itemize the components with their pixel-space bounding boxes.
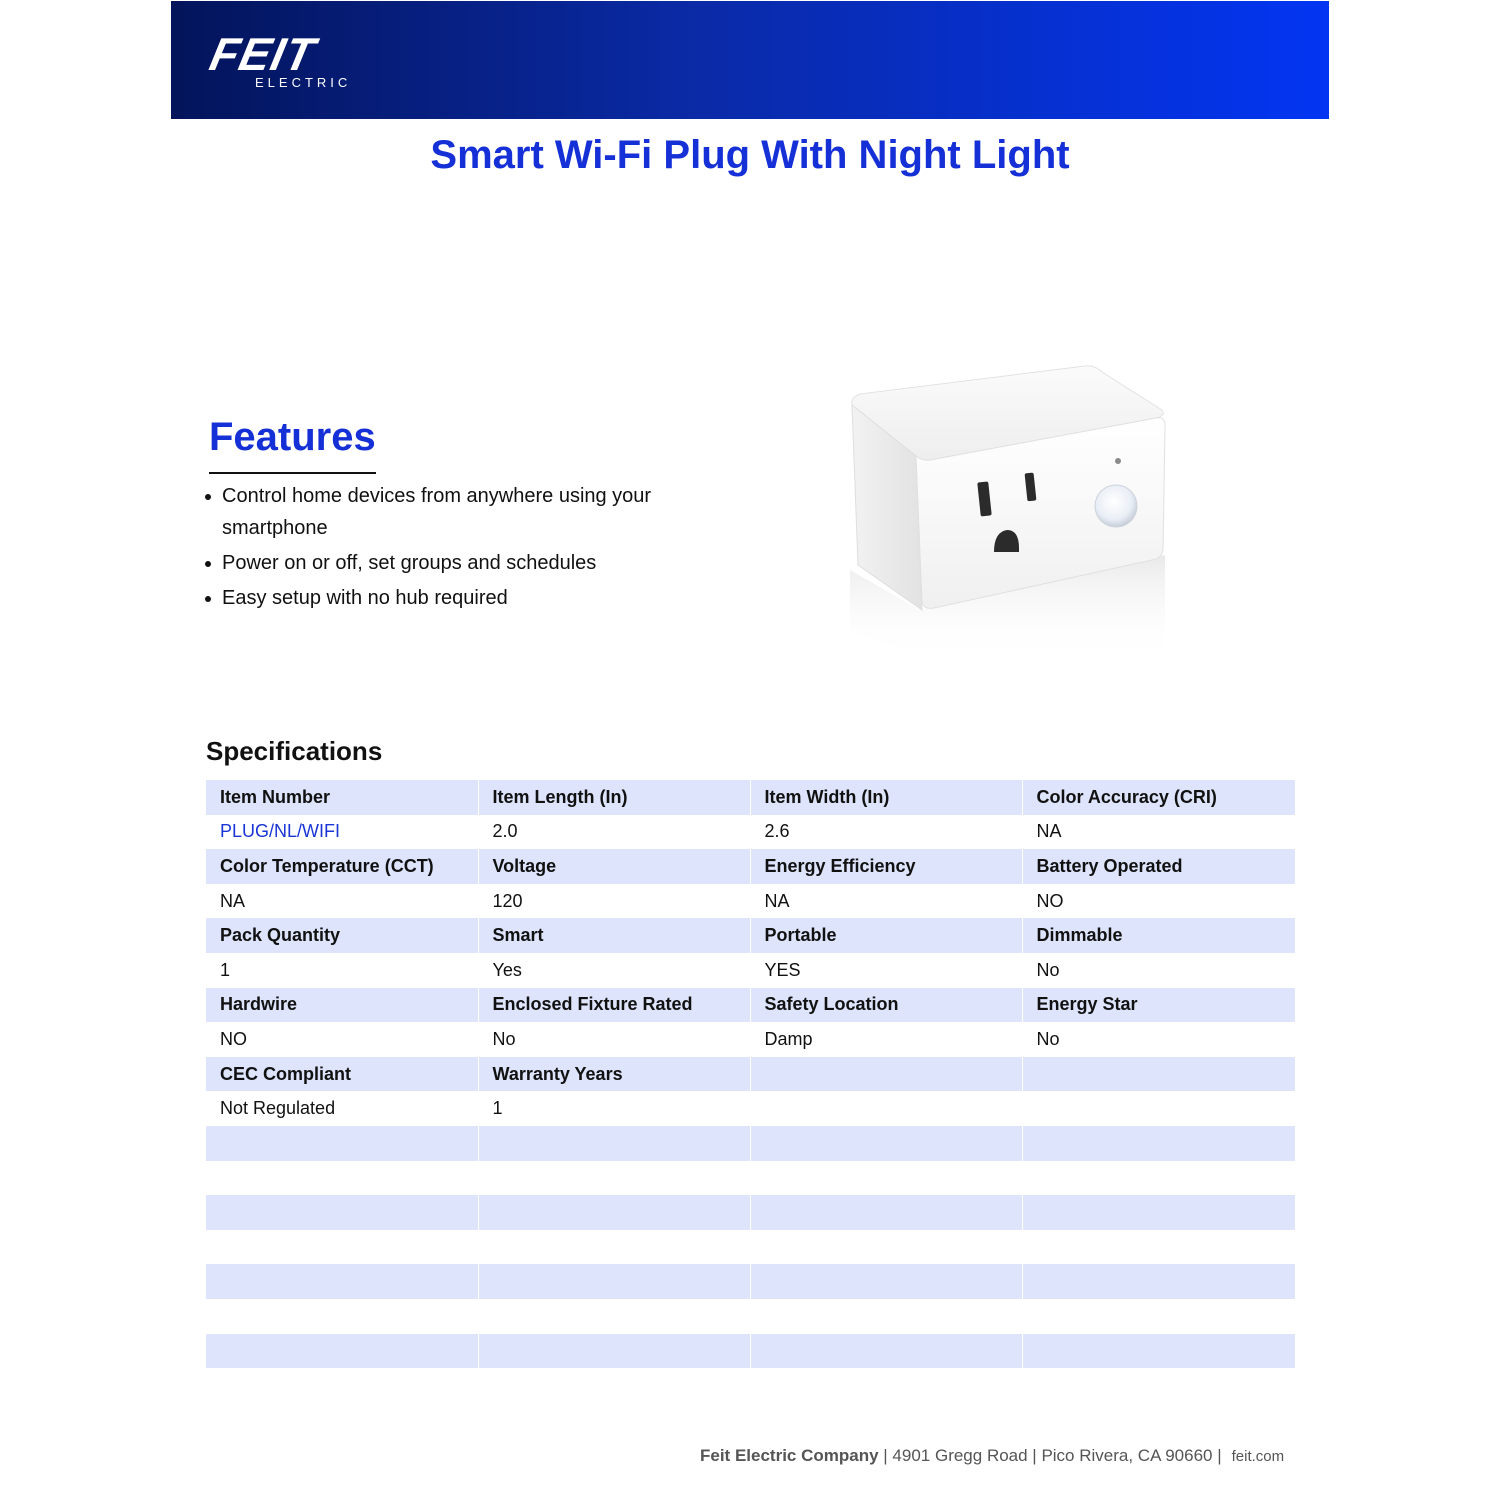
specifications-table: [206, 780, 1295, 1368]
spec-label: [1022, 1057, 1295, 1092]
spec-label: Hardwire: [206, 988, 478, 1023]
spec-value: 2.6: [750, 815, 1022, 850]
spec-value: [1022, 1091, 1295, 1126]
spec-label: Item Length (In): [478, 780, 750, 815]
footer-address: | 4901 Gregg Road | Pico Rivera, CA 90660 |: [878, 1446, 1222, 1465]
features-heading: Features: [209, 415, 376, 459]
spec-empty-row: [206, 1161, 1295, 1196]
spec-label-row: [206, 849, 1295, 884]
footer-company: Feit Electric Company: [700, 1446, 879, 1465]
features-underline: [209, 472, 376, 474]
spec-value-row: [206, 815, 1295, 850]
spec-value: Not Regulated: [206, 1091, 478, 1126]
spec-value: NO: [1022, 884, 1295, 919]
spec-value: NA: [1022, 815, 1295, 850]
spec-label: Voltage: [478, 849, 750, 884]
spec-value-row: [206, 953, 1295, 988]
feit-logo[interactable]: [205, 28, 381, 91]
spec-label: Smart: [478, 918, 750, 953]
spec-label: Item Width (In): [750, 780, 1022, 815]
footer-website-link[interactable]: feit.com: [1231, 1448, 1285, 1465]
spec-value: Damp: [750, 1022, 1022, 1057]
spec-label: Safety Location: [750, 988, 1022, 1023]
spec-value: No: [478, 1022, 750, 1057]
spec-label: Color Accuracy (CRI): [1022, 780, 1295, 815]
spec-value: NA: [206, 884, 478, 919]
spec-label-row: [206, 1057, 1295, 1092]
spec-value: [750, 1091, 1022, 1126]
spec-label-row: [206, 918, 1295, 953]
logo-subtitle: ELECTRIC: [255, 75, 352, 90]
smart-plug-image: [830, 360, 1175, 660]
spec-label: Enclosed Fixture Rated: [478, 988, 750, 1023]
spec-value: NA: [750, 884, 1022, 919]
spec-value: NO: [206, 1022, 478, 1057]
logo-wordmark: FEIT: [205, 28, 321, 80]
spec-empty-row: [206, 1299, 1295, 1334]
page-title: Smart Wi-Fi Plug With Night Light: [430, 133, 1070, 177]
spec-value: YES: [750, 953, 1022, 988]
spec-label: Energy Efficiency: [750, 849, 1022, 884]
spec-value: 1: [206, 953, 478, 988]
spec-label: [750, 1057, 1022, 1092]
feature-item: Easy setup with no hub required: [204, 582, 704, 614]
spec-value: No: [1022, 1022, 1295, 1057]
spec-label-row: [206, 988, 1295, 1023]
item-number-link[interactable]: PLUG/NL/WIFI: [206, 815, 478, 850]
spec-label: Color Temperature (CCT): [206, 849, 478, 884]
spec-label: Portable: [750, 918, 1022, 953]
spec-label-row: [206, 780, 1295, 815]
specifications-heading: Specifications: [206, 736, 383, 766]
spec-value: 2.0: [478, 815, 750, 850]
features-list: [204, 480, 704, 617]
spec-label: Item Number: [206, 780, 478, 815]
spec-empty-row: [206, 1334, 1295, 1369]
spec-value-row: [206, 1022, 1295, 1057]
spec-value-row: [206, 1091, 1295, 1126]
spec-label: Dimmable: [1022, 918, 1295, 953]
spec-value: 120: [478, 884, 750, 919]
feature-item: Control home devices from anywhere using your smartphone: [204, 480, 704, 544]
spec-value: 1: [478, 1091, 750, 1126]
spec-value: Yes: [478, 953, 750, 988]
spec-empty-row: [206, 1264, 1295, 1299]
spec-value: No: [1022, 953, 1295, 988]
spec-label: CEC Compliant: [206, 1057, 478, 1092]
feature-item: Power on or off, set groups and schedules: [204, 547, 704, 579]
spec-empty-row: [206, 1195, 1295, 1230]
spec-label: Battery Operated: [1022, 849, 1295, 884]
spec-label: Warranty Years: [478, 1057, 750, 1092]
spec-label: Pack Quantity: [206, 918, 478, 953]
footer: [700, 1446, 1284, 1466]
spec-empty-row: [206, 1126, 1295, 1161]
spec-label: Energy Star: [1022, 988, 1295, 1023]
header-banner: [171, 1, 1329, 119]
spec-value-row: [206, 884, 1295, 919]
spec-empty-row: [206, 1230, 1295, 1265]
